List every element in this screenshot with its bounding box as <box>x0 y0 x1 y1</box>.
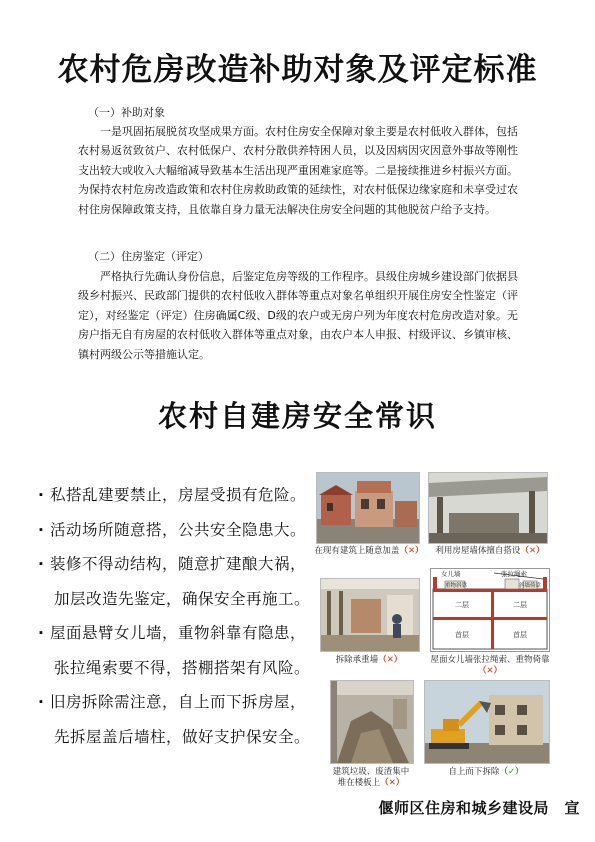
bullet-line: · 活动场所随意搭，公共安全隐患大。 <box>38 513 308 548</box>
waste-pile-illustration <box>331 681 413 763</box>
wall-shed-illustration <box>429 473 547 543</box>
bullet-line: · 装修不得动结构，随意扩建酿大祸， <box>38 547 308 582</box>
photo-illegal-addition <box>316 472 420 544</box>
diagram-label-rope: 张拉绳索 <box>501 570 527 578</box>
building-addition-illustration <box>317 473 419 543</box>
diagram-label-floor2-right: 二层 <box>513 601 527 609</box>
bullet-dot: · <box>38 486 45 504</box>
safety-bullet-list <box>38 478 311 754</box>
bullet-line-continued: 加层改造先鉴定，确保安全再施工。 <box>54 589 311 608</box>
bullet-dot: · <box>38 693 45 711</box>
bullet-dot: · <box>38 520 45 539</box>
excavator-illustration <box>425 681 549 763</box>
photo-top-down-demolition <box>424 680 550 764</box>
diagram-label-lean: 斜墙倚靠 <box>519 583 542 589</box>
caption-parapet-hazard: 屋面女儿墙张拉绳索、重物倚靠（✕） <box>430 655 550 676</box>
section1-text: 一是巩固拓展脱贫攻坚成果方面。农村住房安全保障对象主要是农村低收入群体，包括农村易返贫致贫户、农村低保户、农村分散供养特困人员，以及因病因灾因意外事故等刚性支出较大或收入大幅缩减导致基本生活出现严重困难家庭等。二是接续推进乡村振兴方面。为保持农村危房改造政策和农村住房救助政策的延续性，对农村低保边缘家庭和未享受过农村住房保障政策支持，且依靠自身力量无法解决住房安全问题的其他脱贫户给予支持。 <box>78 125 518 216</box>
diagram-label-heavy: 重物斜靠 <box>445 583 468 589</box>
bullet-line-continued: 先拆屋盖后墙柱，做好支护保安全。 <box>54 727 311 746</box>
bullet-line-continued: 张拉绳索要不得，搭棚搭架有风险。 <box>54 658 311 677</box>
caption-illegal-addition: 在现有建筑上随意加盖（✕） <box>314 546 424 556</box>
bullet-line: · 屋面悬臂女儿墙，重物斜靠有隐患， <box>38 616 308 651</box>
bullet-line: · 私搭乱建要禁止，房屋受损有危险。 <box>38 478 308 513</box>
bullet-dot: · <box>38 624 45 642</box>
bullet-line: · 旧房拆除需注意，自上而下拆房屋， <box>38 685 308 720</box>
section2-heading: （二）住房鉴定（评定） <box>88 250 209 263</box>
section2-text: 严格执行先确认身份信息，后鉴定危房等级的工作程序。县级住房城乡建设部门依据县级乡村振兴、民政部门提供的农村低收入群体等重点对象名单组织开展住房安全性鉴定（评定），对经鉴定（评定）住房确属C级、D级的农户或无房户列为年度农村危房改造对象。无房户指无自有房屋的农村低收入群体等重点对象，由农户本人申报、村级评议、乡镇审核、镇村两级公示等措施认定。 <box>78 270 518 361</box>
section1-heading: （一）补助对象 <box>88 106 165 119</box>
diagram-label-floor1-left: 首层 <box>455 631 469 639</box>
photo-wall-shed <box>428 472 548 544</box>
bullet-dot: · <box>38 555 45 573</box>
diagram-label-parapet: 女儿墙 <box>441 570 461 578</box>
demolition-interior-illustration <box>321 579 419 651</box>
photo-load-bearing-wall <box>320 578 420 652</box>
caption-wall-shed: 利用房屋墙体擅自搭设（✕） <box>435 546 545 556</box>
diagram-label-floor1-right: 首层 <box>513 631 527 639</box>
caption-top-down-demolition: 自上而下拆除（✓） <box>448 767 524 777</box>
caption-waste-on-floor: 建筑垃圾、废渣集中 堆在楼板上（✕） <box>332 767 410 788</box>
caption-load-bearing-wall: 拆除承重墙（✕） <box>335 655 403 665</box>
parapet-diagram-illustration <box>431 569 549 651</box>
page-title: 农村危房改造补助对象及评定标准 <box>57 52 538 88</box>
diagram-label-floor2-left: 二层 <box>455 601 469 609</box>
safety-title: 农村自建房安全常识 <box>157 399 437 433</box>
photo-waste-on-floor <box>330 680 414 764</box>
diagram-parapet-hazard <box>430 568 550 652</box>
issuer-footer: 偃师区住房和城乡建设局 宣 <box>378 799 580 817</box>
